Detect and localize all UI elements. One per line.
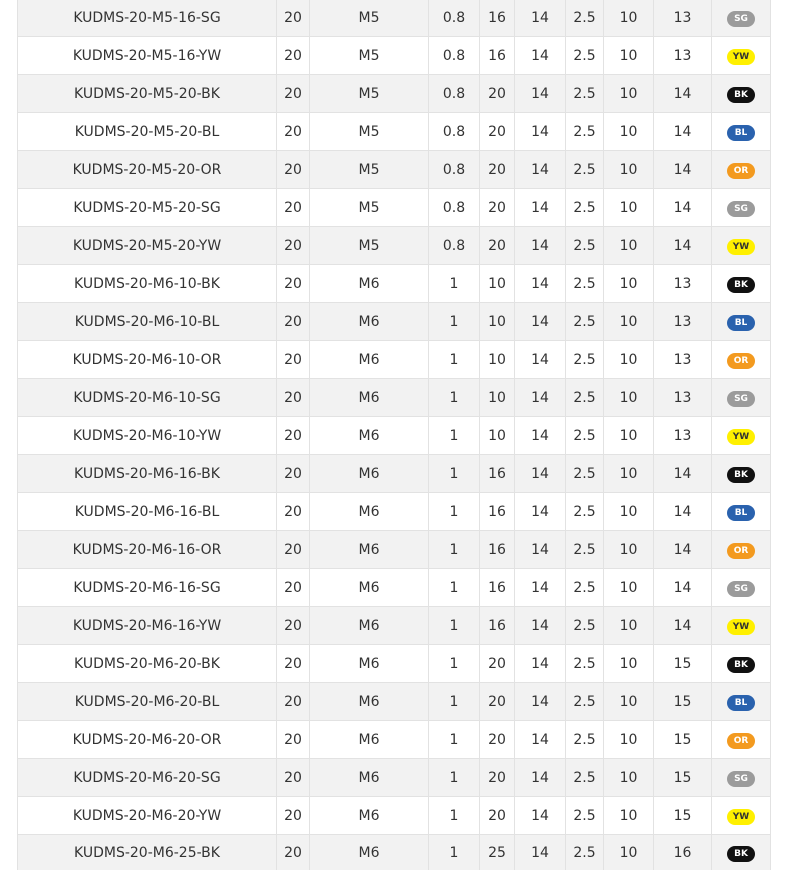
length-cell: 16 [480,455,515,493]
col8-cell: 10 [604,569,654,607]
pitch-cell: 1 [429,417,480,455]
color-badge: BL [727,695,755,711]
col9-cell: 14 [654,607,712,645]
col8-cell: 10 [604,341,654,379]
color-code-cell [712,455,771,493]
color-code-cell [712,341,771,379]
col7-cell: 2.5 [566,569,604,607]
col9-cell: 13 [654,417,712,455]
col9-cell: 14 [654,151,712,189]
col7-cell: 2.5 [566,493,604,531]
col6-cell: 14 [515,645,566,683]
part-number-cell: KUDMS-20-M6-10-BK [18,265,277,303]
table-row [18,265,771,303]
col9-cell: 15 [654,645,712,683]
col7-cell: 2.5 [566,607,604,645]
table-row [18,721,771,759]
col8-cell: 10 [604,417,654,455]
part-number-cell: KUDMS-20-M5-20-BK [18,75,277,113]
length-cell: 20 [480,645,515,683]
col8-cell: 10 [604,683,654,721]
part-number-cell: KUDMS-20-M6-10-OR [18,341,277,379]
color-badge: BL [727,125,755,141]
col9-cell: 13 [654,0,712,37]
thread-cell: M5 [310,113,429,151]
color-badge: YW [727,809,755,825]
part-number-cell: KUDMS-20-M6-20-OR [18,721,277,759]
col6-cell: 14 [515,341,566,379]
col8-cell: 10 [604,835,654,870]
color-code-cell [712,721,771,759]
color-code-cell [712,265,771,303]
col2-cell: 20 [277,455,310,493]
pitch-cell: 0.8 [429,227,480,265]
thread-cell: M6 [310,683,429,721]
col9-cell: 13 [654,265,712,303]
col7-cell: 2.5 [566,531,604,569]
col9-cell: 14 [654,569,712,607]
col8-cell: 10 [604,797,654,835]
color-badge: YW [727,239,755,255]
part-number-cell: KUDMS-20-M5-20-OR [18,151,277,189]
part-number-cell: KUDMS-20-M5-16-SG [18,0,277,37]
thread-cell: M6 [310,417,429,455]
pitch-cell: 1 [429,759,480,797]
color-code-cell [712,227,771,265]
table-row [18,569,771,607]
col9-cell: 14 [654,113,712,151]
col9-cell: 15 [654,759,712,797]
col8-cell: 10 [604,151,654,189]
col7-cell: 2.5 [566,759,604,797]
pitch-cell: 1 [429,493,480,531]
col6-cell: 14 [515,721,566,759]
table-row [18,113,771,151]
col8-cell: 10 [604,455,654,493]
col6-cell: 14 [515,493,566,531]
color-badge: SG [727,201,755,217]
part-number-cell: KUDMS-20-M5-20-SG [18,189,277,227]
col6-cell: 14 [515,379,566,417]
col2-cell: 20 [277,0,310,37]
thread-cell: M6 [310,797,429,835]
part-number-cell: KUDMS-20-M6-20-SG [18,759,277,797]
length-cell: 10 [480,379,515,417]
pitch-cell: 1 [429,607,480,645]
length-cell: 20 [480,113,515,151]
length-cell: 10 [480,303,515,341]
table-row [18,379,771,417]
length-cell: 20 [480,721,515,759]
col7-cell: 2.5 [566,797,604,835]
part-number-cell: KUDMS-20-M6-16-BK [18,455,277,493]
color-code-cell [712,417,771,455]
color-badge: OR [727,733,755,749]
col6-cell: 14 [515,607,566,645]
part-number-cell: KUDMS-20-M6-20-YW [18,797,277,835]
col2-cell: 20 [277,797,310,835]
part-number-cell: KUDMS-20-M5-20-BL [18,113,277,151]
length-cell: 20 [480,189,515,227]
col8-cell: 10 [604,493,654,531]
table-row [18,75,771,113]
color-badge: SG [727,391,755,407]
thread-cell: M5 [310,37,429,75]
table-row [18,645,771,683]
thread-cell: M6 [310,303,429,341]
length-cell: 25 [480,835,515,870]
col2-cell: 20 [277,379,310,417]
color-code-cell [712,493,771,531]
col2-cell: 20 [277,341,310,379]
col6-cell: 14 [515,455,566,493]
col7-cell: 2.5 [566,835,604,870]
col6-cell: 14 [515,531,566,569]
thread-cell: M6 [310,721,429,759]
col6-cell: 14 [515,417,566,455]
part-number-cell: KUDMS-20-M5-20-YW [18,227,277,265]
color-code-cell [712,607,771,645]
col8-cell: 10 [604,759,654,797]
pitch-cell: 1 [429,569,480,607]
product-spec-table [17,0,771,870]
table-row [18,0,771,37]
color-code-cell [712,569,771,607]
col8-cell: 10 [604,379,654,417]
color-badge: OR [727,353,755,369]
thread-cell: M5 [310,0,429,37]
col9-cell: 14 [654,227,712,265]
thread-cell: M6 [310,607,429,645]
part-number-cell: KUDMS-20-M6-10-BL [18,303,277,341]
col9-cell: 15 [654,797,712,835]
part-number-cell: KUDMS-20-M6-16-OR [18,531,277,569]
thread-cell: M6 [310,645,429,683]
color-code-cell [712,0,771,37]
col8-cell: 10 [604,0,654,37]
col7-cell: 2.5 [566,303,604,341]
length-cell: 20 [480,759,515,797]
col8-cell: 10 [604,37,654,75]
col9-cell: 14 [654,455,712,493]
col9-cell: 15 [654,683,712,721]
col7-cell: 2.5 [566,189,604,227]
color-badge: SG [727,771,755,787]
col2-cell: 20 [277,303,310,341]
col7-cell: 2.5 [566,455,604,493]
table-row [18,227,771,265]
color-badge: BK [727,657,755,673]
col7-cell: 2.5 [566,227,604,265]
table-row [18,759,771,797]
color-badge: BK [727,467,755,483]
color-code-cell [712,645,771,683]
col2-cell: 20 [277,75,310,113]
thread-cell: M5 [310,151,429,189]
col8-cell: 10 [604,531,654,569]
thread-cell: M6 [310,759,429,797]
col8-cell: 10 [604,721,654,759]
table-body [18,0,771,870]
part-number-cell: KUDMS-20-M6-10-YW [18,417,277,455]
col8-cell: 10 [604,227,654,265]
col6-cell: 14 [515,113,566,151]
col9-cell: 13 [654,303,712,341]
col6-cell: 14 [515,569,566,607]
table-row [18,493,771,531]
col7-cell: 2.5 [566,113,604,151]
length-cell: 20 [480,227,515,265]
col6-cell: 14 [515,227,566,265]
color-badge: OR [727,543,755,559]
col6-cell: 14 [515,797,566,835]
col6-cell: 14 [515,265,566,303]
pitch-cell: 1 [429,645,480,683]
col6-cell: 14 [515,759,566,797]
col6-cell: 14 [515,151,566,189]
col7-cell: 2.5 [566,37,604,75]
part-number-cell: KUDMS-20-M6-25-BK [18,835,277,870]
color-code-cell [712,759,771,797]
color-badge: BK [727,87,755,103]
col8-cell: 10 [604,645,654,683]
col8-cell: 10 [604,75,654,113]
col2-cell: 20 [277,151,310,189]
color-code-cell [712,379,771,417]
length-cell: 16 [480,531,515,569]
length-cell: 20 [480,75,515,113]
col6-cell: 14 [515,835,566,870]
col2-cell: 20 [277,417,310,455]
length-cell: 10 [480,341,515,379]
col7-cell: 2.5 [566,683,604,721]
col2-cell: 20 [277,607,310,645]
col8-cell: 10 [604,265,654,303]
col6-cell: 14 [515,683,566,721]
table-row [18,37,771,75]
col2-cell: 20 [277,37,310,75]
col8-cell: 10 [604,189,654,227]
pitch-cell: 0.8 [429,113,480,151]
color-badge: YW [727,429,755,445]
col7-cell: 2.5 [566,265,604,303]
col7-cell: 2.5 [566,721,604,759]
pitch-cell: 1 [429,379,480,417]
col2-cell: 20 [277,531,310,569]
pitch-cell: 1 [429,265,480,303]
length-cell: 20 [480,797,515,835]
thread-cell: M6 [310,265,429,303]
part-number-cell: KUDMS-20-M6-16-YW [18,607,277,645]
thread-cell: M6 [310,835,429,870]
thread-cell: M5 [310,189,429,227]
table-row [18,607,771,645]
col9-cell: 16 [654,835,712,870]
pitch-cell: 0.8 [429,75,480,113]
col2-cell: 20 [277,645,310,683]
thread-cell: M6 [310,341,429,379]
col9-cell: 13 [654,341,712,379]
table-row [18,303,771,341]
pitch-cell: 1 [429,797,480,835]
color-code-cell [712,113,771,151]
length-cell: 16 [480,607,515,645]
col7-cell: 2.5 [566,341,604,379]
length-cell: 16 [480,37,515,75]
pitch-cell: 1 [429,531,480,569]
length-cell: 10 [480,265,515,303]
table-row [18,835,771,870]
col2-cell: 20 [277,835,310,870]
length-cell: 16 [480,493,515,531]
col9-cell: 13 [654,379,712,417]
part-number-cell: KUDMS-20-M6-20-BL [18,683,277,721]
col2-cell: 20 [277,189,310,227]
thread-cell: M6 [310,493,429,531]
color-badge: BL [727,505,755,521]
part-number-cell: KUDMS-20-M5-16-YW [18,37,277,75]
pitch-cell: 1 [429,303,480,341]
col2-cell: 20 [277,493,310,531]
col2-cell: 20 [277,227,310,265]
pitch-cell: 1 [429,455,480,493]
col8-cell: 10 [604,113,654,151]
col7-cell: 2.5 [566,645,604,683]
table-row [18,341,771,379]
thread-cell: M6 [310,379,429,417]
color-badge: OR [727,163,755,179]
color-code-cell [712,189,771,227]
pitch-cell: 1 [429,683,480,721]
color-badge: YW [727,619,755,635]
pitch-cell: 0.8 [429,0,480,37]
col2-cell: 20 [277,569,310,607]
color-code-cell [712,303,771,341]
pitch-cell: 1 [429,721,480,759]
color-code-cell [712,151,771,189]
color-code-cell [712,797,771,835]
thread-cell: M5 [310,75,429,113]
pitch-cell: 0.8 [429,189,480,227]
col2-cell: 20 [277,759,310,797]
col2-cell: 20 [277,265,310,303]
col6-cell: 14 [515,303,566,341]
thread-cell: M5 [310,227,429,265]
col2-cell: 20 [277,683,310,721]
color-code-cell [712,75,771,113]
color-code-cell [712,835,771,870]
col2-cell: 20 [277,113,310,151]
color-code-cell [712,37,771,75]
col7-cell: 2.5 [566,0,604,37]
length-cell: 20 [480,151,515,189]
thread-cell: M6 [310,455,429,493]
pitch-cell: 1 [429,341,480,379]
color-code-cell [712,683,771,721]
col9-cell: 13 [654,37,712,75]
col7-cell: 2.5 [566,151,604,189]
pitch-cell: 0.8 [429,151,480,189]
color-badge: SG [727,11,755,27]
color-badge: SG [727,581,755,597]
col9-cell: 14 [654,493,712,531]
col7-cell: 2.5 [566,417,604,455]
col6-cell: 14 [515,37,566,75]
length-cell: 10 [480,417,515,455]
length-cell: 16 [480,0,515,37]
col8-cell: 10 [604,607,654,645]
col6-cell: 14 [515,75,566,113]
col9-cell: 14 [654,531,712,569]
table-row [18,151,771,189]
color-badge: YW [727,49,755,65]
table-row [18,189,771,227]
pitch-cell: 0.8 [429,37,480,75]
thread-cell: M6 [310,531,429,569]
color-badge: BK [727,846,755,862]
color-badge: BL [727,315,755,331]
col9-cell: 14 [654,189,712,227]
col7-cell: 2.5 [566,379,604,417]
length-cell: 16 [480,569,515,607]
table-row [18,683,771,721]
color-code-cell [712,531,771,569]
color-badge: BK [727,277,755,293]
col2-cell: 20 [277,721,310,759]
col8-cell: 10 [604,303,654,341]
part-number-cell: KUDMS-20-M6-16-BL [18,493,277,531]
col6-cell: 14 [515,0,566,37]
table-row [18,455,771,493]
pitch-cell: 1 [429,835,480,870]
part-number-cell: KUDMS-20-M6-16-SG [18,569,277,607]
table-row [18,797,771,835]
thread-cell: M6 [310,569,429,607]
col7-cell: 2.5 [566,75,604,113]
length-cell: 20 [480,683,515,721]
part-number-cell: KUDMS-20-M6-10-SG [18,379,277,417]
table-row [18,531,771,569]
col9-cell: 14 [654,75,712,113]
col6-cell: 14 [515,189,566,227]
part-number-cell: KUDMS-20-M6-20-BK [18,645,277,683]
table-row [18,417,771,455]
col9-cell: 15 [654,721,712,759]
